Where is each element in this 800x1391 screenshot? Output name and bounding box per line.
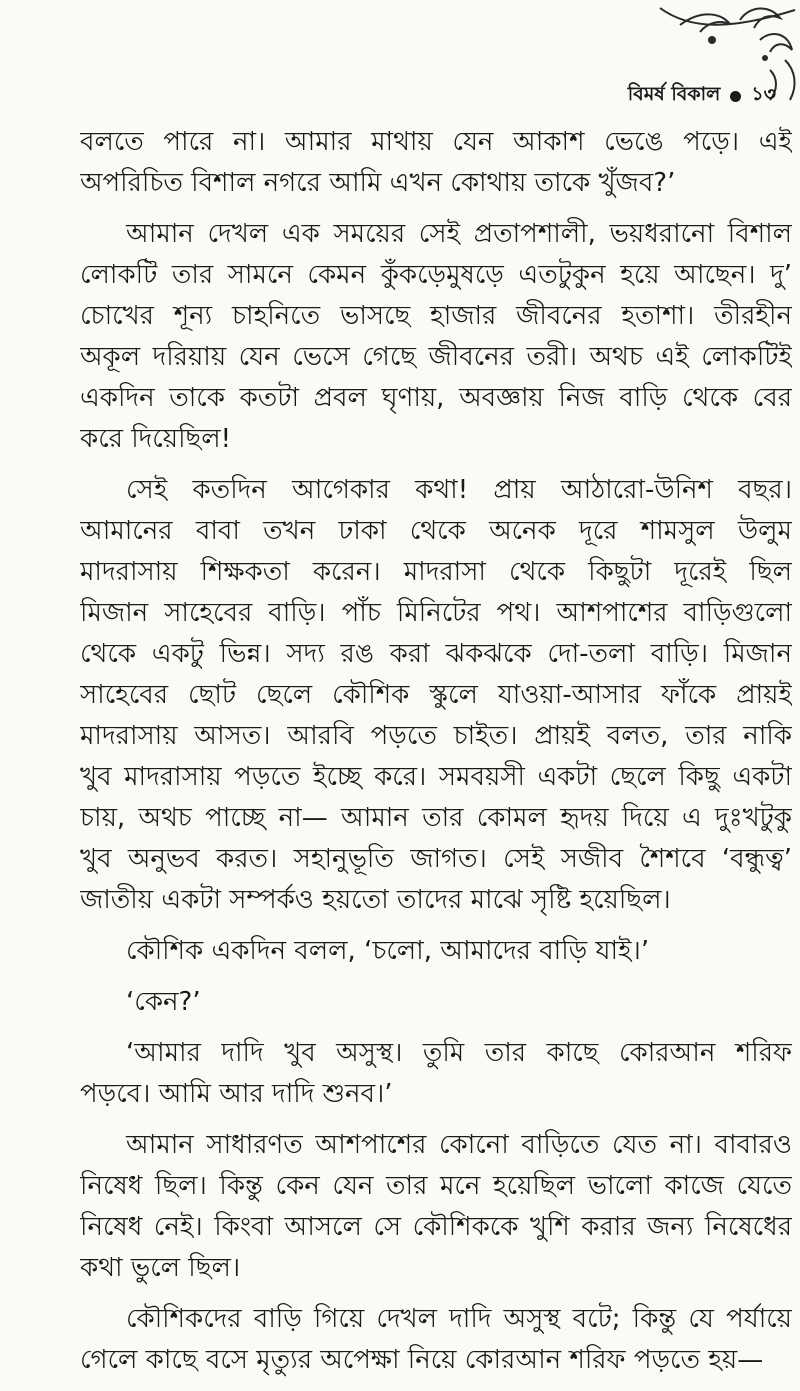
text-line: কৌশিকদের বাড়ি গিয়ে দেখল দাদি অসুস্থ বটে; কিন্তু যে পর্যায়ে	[126, 1304, 792, 1334]
text-line: করে দিয়েছিল!	[80, 424, 232, 454]
text-line: খুব অনুভব করত। সহানুভূতি জাগত। সেই সজীব শৈশবে ‘বন্ধুত্ব’	[80, 844, 792, 874]
text-line: ‘কেন?’	[126, 987, 201, 1017]
paragraph	[80, 122, 792, 204]
text-line: নিষেধ ছিল। কিন্তু কেন যেন তার মনে হয়েছিল ভালো কাজে যেতে	[80, 1171, 792, 1201]
text-line: ‘আমার দাদি খুব অসুস্থ। তুমি তার কাছে কোরআন শরিফ	[126, 1038, 792, 1068]
text-line: গেলে কাছে বসে মৃত্যুর অপেক্ষা নিয়ে কোরআন শরিফ পড়তে হয়—	[80, 1345, 764, 1375]
text-line: নিষেধ নেই। কিংবা আসলে সে কৌশিককে খুশি করার জন্য নিষেধের	[80, 1212, 792, 1242]
body-text	[80, 122, 792, 1391]
bullet-dot	[730, 91, 741, 102]
text-line: চোখের শূন্য চাহনিতে ভাসছে হাজার জীবনের হতাশা। তীরহীন	[80, 301, 792, 331]
running-title: বিমর্ষ বিকাল	[627, 83, 721, 105]
paragraph	[80, 214, 792, 460]
text-line: লোকটি তার সামনে কেমন কুঁকড়েমুষড়ে এতটুকুন হয়ে আছেন। দু’	[80, 260, 792, 290]
paragraph	[80, 1299, 792, 1381]
text-line: আমান দেখল এক সময়ের সেই প্রতাপশালী, ভয়ধরানো বিশাল	[126, 219, 792, 249]
text-line: সাহেবের ছোট ছেলে কৌশিক স্কুলে যাওয়া-আসার ফাঁকে প্রায়ই	[80, 680, 792, 710]
paragraph	[80, 982, 792, 1023]
paragraph	[80, 1125, 792, 1289]
text-line: মাদরাসায় আসত। আরবি পড়তে চাইত। প্রায়ই বলত, তার নাকি	[80, 721, 792, 751]
paragraph	[80, 931, 792, 972]
text-line: পড়বে। আমি আর দাদি শুনব।’	[80, 1079, 393, 1109]
text-line: অপরিচিত বিশাল নগরে আমি এখন কোথায় তাকে খুঁজব?’	[80, 168, 676, 198]
text-line: মাদরাসায় শিক্ষকতা করেন। মাদরাসা থেকে কিছুটা দূরেই ছিল	[80, 557, 792, 587]
paragraph	[80, 470, 792, 921]
text-line: সেই কতদিন আগেকার কথা! প্রায় আঠারো-উনিশ বছর।	[126, 475, 792, 505]
text-line: থেকে একটু ভিন্ন। সদ্য রঙ করা ঝকঝকে দো-তলা বাড়ি। মিজান	[80, 639, 792, 669]
text-line: কথা ভুলে ছিল।	[80, 1253, 241, 1283]
text-line: মিজান সাহেবের বাড়ি। পাঁচ মিনিটের পথ। আশপাশের বাড়িগুলো	[80, 598, 792, 628]
running-header	[628, 80, 776, 112]
text-line: আমান সাধারণত আশপাশের কোনো বাড়িতে যেত না। বাবারও	[126, 1130, 792, 1160]
text-line: চায়, অথচ পাচ্ছে না— আমান তার কোমল হৃদয় দিয়ে এ দুঃখটুকু	[80, 803, 792, 833]
text-line: একদিন তাকে কতটা প্রবল ঘৃণায়, অবজ্ঞায় নিজ বাড়ি থেকে বের	[80, 383, 792, 413]
text-line: কৌশিক একদিন বলল, ‘চলো, আমাদের বাড়ি যাই।’	[126, 936, 650, 966]
paragraph	[80, 1033, 792, 1115]
text-line: খুব মাদরাসায় পড়তে ইচ্ছে করে। সমবয়সী একটা ছেলে কিছু একটা	[80, 762, 792, 792]
text-line: বলতে পারে না। আমার মাথায় যেন আকাশ ভেঙে পড়ে। এই	[80, 127, 792, 157]
page-number: ১৩	[751, 83, 776, 105]
text-line: অকূল দরিয়ায় যেন ভেসে গেছে জীবনের তরী। অথচ এই লোকটিই	[80, 342, 792, 372]
text-line: জাতীয় একটা সম্পর্কও হয়তো তাদের মাঝে সৃষ্টি হয়েছিল।	[80, 885, 671, 915]
text-line: আমানের বাবা তখন ঢাকা থেকে অনেক দূরে শামসুল উলুম	[80, 516, 792, 546]
